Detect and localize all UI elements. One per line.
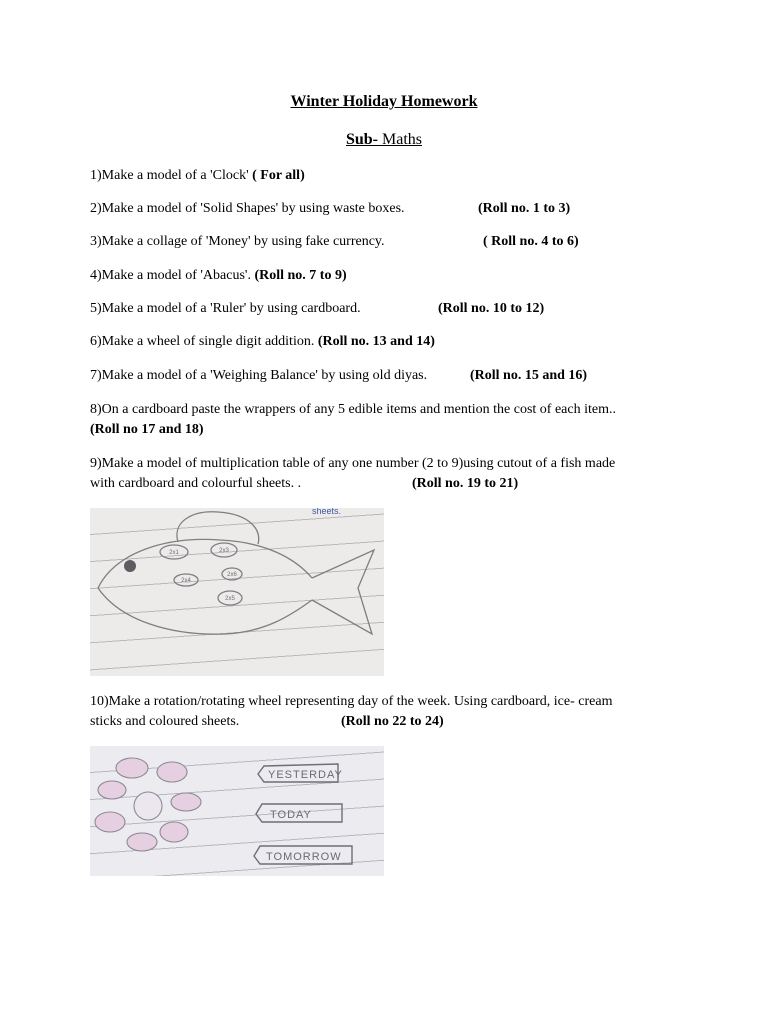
subject-name: Maths bbox=[382, 131, 423, 148]
task-2-text: 2)Make a model of 'Solid Shapes' by using waste boxes. bbox=[90, 201, 405, 216]
wheel-center bbox=[134, 792, 162, 820]
wheel-petal-3 bbox=[171, 793, 201, 811]
task-9-text-line1: 9)Make a model of multiplication table of any one number (2 to 9)using cutout of a fish made bbox=[90, 456, 616, 471]
task-2-roll: (Roll no. 1 to 3) bbox=[478, 201, 571, 216]
fish-label-5: 2x6 bbox=[227, 572, 237, 578]
tomorrow-label: TOMORROW bbox=[266, 851, 342, 863]
task-4 bbox=[90, 266, 680, 286]
task-9-roll: (Roll no. 19 to 21) bbox=[412, 476, 519, 491]
task-10-text-line1: 10)Make a rotation/rotating wheel representing day of the week. Using cardboard, ice- cream bbox=[90, 694, 613, 709]
wheel-petal-2 bbox=[157, 762, 187, 782]
task-8-text: 8)On a cardboard paste the wrappers of any 5 edible items and mention the cost of each item.. bbox=[90, 402, 616, 417]
fish-tail bbox=[312, 550, 374, 634]
task-8-roll: (Roll no 17 and 18) bbox=[90, 422, 204, 437]
task-7 bbox=[90, 366, 680, 386]
task-6-roll: (Roll no. 13 and 14) bbox=[317, 334, 435, 349]
wheel-petal-4 bbox=[160, 822, 188, 842]
fish-label-1: 2x1 bbox=[169, 550, 179, 556]
task-4-roll: (Roll no. 7 to 9) bbox=[254, 268, 347, 283]
fish-body-bottom bbox=[98, 588, 312, 634]
task-3-text: 3)Make a collage of 'Money' by using fake currency. bbox=[90, 234, 385, 249]
fish-eye bbox=[124, 560, 136, 572]
task-1-roll: ( For all) bbox=[252, 168, 305, 183]
fish-model-photo bbox=[90, 508, 384, 676]
day-wheel-sketch bbox=[90, 746, 384, 876]
task-3 bbox=[90, 232, 680, 252]
task-8 bbox=[90, 400, 680, 440]
task-5 bbox=[90, 299, 680, 319]
document-title: Winter Holiday Homework bbox=[290, 93, 478, 110]
task-6-text: 6)Make a wheel of single digit addition. bbox=[90, 334, 315, 349]
task-6 bbox=[90, 332, 680, 352]
wheel-petal-6 bbox=[95, 812, 125, 832]
task-10-roll: (Roll no 22 to 24) bbox=[341, 714, 444, 729]
fish-label-2: 2x3 bbox=[219, 548, 229, 554]
task-5-roll: (Roll no. 10 to 12) bbox=[438, 301, 545, 316]
task-5-text: 5)Make a model of a 'Ruler' by using cardboard. bbox=[90, 301, 361, 316]
wheel-petal-7 bbox=[98, 781, 126, 799]
day-wheel-photo bbox=[90, 746, 384, 876]
fish-label-4: 2x5 bbox=[225, 596, 235, 602]
fish-corner-text: sheets. bbox=[312, 508, 342, 516]
yesterday-label: YESTERDAY bbox=[268, 769, 343, 781]
task-10-text-line2: sticks and coloured sheets. bbox=[90, 714, 240, 729]
task-3-roll: ( Roll no. 4 to 6) bbox=[483, 234, 579, 249]
subject-heading bbox=[0, 131, 768, 149]
task-7-text: 7)Make a model of a 'Weighing Balance' by using old diyas. bbox=[90, 368, 428, 383]
fish-sketch bbox=[90, 508, 384, 676]
task-10 bbox=[90, 692, 680, 732]
wheel-petal-5 bbox=[127, 833, 157, 851]
subject-prefix: Sub- bbox=[345, 131, 379, 148]
task-1-text: 1)Make a model of a 'Clock' bbox=[90, 168, 249, 183]
task-2 bbox=[90, 199, 680, 219]
task-9-text-line2: with cardboard and colourful sheets. . bbox=[90, 476, 302, 491]
fish-label-3: 2x4 bbox=[181, 578, 191, 584]
task-1 bbox=[90, 166, 680, 186]
task-7-roll: (Roll no. 15 and 16) bbox=[470, 368, 588, 383]
today-label: TODAY bbox=[270, 809, 312, 821]
fish-top-fin bbox=[177, 512, 259, 544]
task-9 bbox=[90, 454, 680, 494]
wheel-petal-1 bbox=[116, 758, 148, 778]
task-4-text: 4)Make a model of 'Abacus'. bbox=[90, 268, 251, 283]
